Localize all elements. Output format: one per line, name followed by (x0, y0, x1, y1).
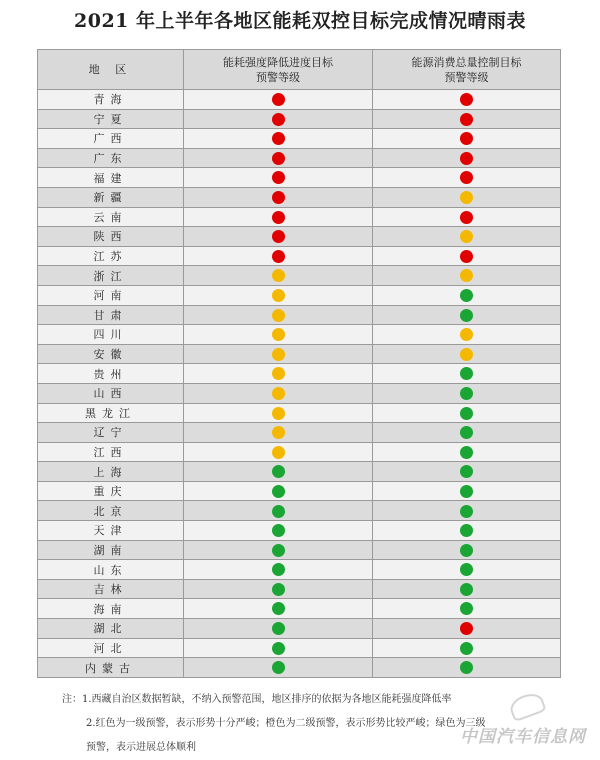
intensity-green-dot-icon (272, 661, 285, 674)
table-row (38, 619, 561, 639)
total-orange-dot-icon (460, 269, 473, 282)
intensity-green-dot-icon (272, 524, 285, 537)
total-green-dot-icon (460, 583, 473, 596)
footnote-1: 注：1.西藏自治区数据暂缺，不纳入预警范围，地区排序的依据为各地区能耗强度降低率 (62, 694, 452, 705)
region-cell (38, 481, 184, 501)
total-level-cell (373, 187, 561, 207)
total-level-cell (373, 599, 561, 619)
intensity-red-dot-icon (272, 171, 285, 184)
total-level-cell (373, 109, 561, 129)
total-green-dot-icon (460, 524, 473, 537)
total-red-dot-icon (460, 171, 473, 184)
region-name: 甘肃 (93, 308, 128, 322)
table-row (38, 364, 561, 384)
region-cell (38, 403, 184, 423)
header-total-line1: 能源消费总量控制目标 (411, 55, 522, 69)
total-green-dot-icon (460, 446, 473, 459)
region-name: 四川 (93, 328, 128, 342)
region-name: 新疆 (93, 191, 128, 205)
region-name: 贵州 (93, 367, 128, 381)
total-orange-dot-icon (460, 191, 473, 204)
total-level-cell (373, 423, 561, 443)
table-row (38, 579, 561, 599)
intensity-green-dot-icon (272, 622, 285, 635)
region-cell (38, 266, 184, 286)
table-row (38, 90, 561, 110)
intensity-level-cell (184, 540, 373, 560)
intensity-green-dot-icon (272, 602, 285, 615)
region-name: 广西 (93, 132, 128, 146)
table-row (38, 423, 561, 443)
region-cell (38, 325, 184, 345)
total-green-dot-icon (460, 602, 473, 615)
total-green-dot-icon (460, 505, 473, 518)
region-cell (38, 501, 184, 521)
region-name: 山东 (93, 563, 128, 577)
region-name: 河北 (93, 641, 128, 655)
region-cell (38, 109, 184, 129)
region-name: 云南 (93, 210, 128, 224)
intensity-level-cell (184, 521, 373, 541)
region-cell (38, 599, 184, 619)
intensity-level-cell (184, 266, 373, 286)
intensity-green-dot-icon (272, 544, 285, 557)
total-green-dot-icon (460, 465, 473, 478)
table-row (38, 462, 561, 482)
total-red-dot-icon (460, 132, 473, 145)
region-cell (38, 129, 184, 149)
table-row (38, 168, 561, 188)
intensity-red-dot-icon (272, 113, 285, 126)
total-level-cell (373, 403, 561, 423)
header-intensity-line1: 能耗强度降低进度目标 (223, 55, 333, 69)
region-cell (38, 540, 184, 560)
footnote-3: 预警，表示进展总体顺利 (86, 742, 196, 753)
total-red-dot-icon (460, 152, 473, 165)
table-row (38, 207, 561, 227)
region-name: 湖南 (93, 543, 128, 557)
total-level-cell (373, 619, 561, 639)
table-header-row (38, 50, 561, 90)
region-name: 辽宁 (93, 426, 128, 440)
table-row (38, 129, 561, 149)
region-name: 广东 (93, 152, 128, 166)
total-level-cell (373, 481, 561, 501)
total-red-dot-icon (460, 113, 473, 126)
region-cell (38, 462, 184, 482)
total-level-cell (373, 305, 561, 325)
total-green-dot-icon (460, 563, 473, 576)
table-row (38, 501, 561, 521)
intensity-level-cell (184, 364, 373, 384)
total-green-dot-icon (460, 387, 473, 400)
total-level-cell (373, 521, 561, 541)
total-level-cell (373, 285, 561, 305)
table-body (38, 90, 561, 678)
region-cell (38, 148, 184, 168)
intensity-level-cell (184, 462, 373, 482)
table-row (38, 658, 561, 678)
intensity-level-cell (184, 423, 373, 443)
region-cell (38, 423, 184, 443)
region-cell (38, 619, 184, 639)
total-level-cell (373, 344, 561, 364)
header-region: 地 区 (38, 50, 184, 90)
region-cell (38, 187, 184, 207)
total-red-dot-icon (460, 250, 473, 263)
intensity-red-dot-icon (272, 250, 285, 263)
table-row (38, 227, 561, 247)
intensity-orange-dot-icon (272, 269, 285, 282)
intensity-level-cell (184, 129, 373, 149)
region-name: 江西 (93, 445, 128, 459)
region-name: 天津 (93, 524, 128, 538)
total-green-dot-icon (460, 309, 473, 322)
intensity-level-cell (184, 285, 373, 305)
intensity-level-cell (184, 619, 373, 639)
total-red-dot-icon (460, 211, 473, 224)
intensity-orange-dot-icon (272, 387, 285, 400)
intensity-level-cell (184, 599, 373, 619)
intensity-green-dot-icon (272, 642, 285, 655)
region-cell (38, 364, 184, 384)
table-row (38, 109, 561, 129)
region-name: 山西 (93, 387, 128, 401)
intensity-level-cell (184, 560, 373, 580)
intensity-orange-dot-icon (272, 426, 285, 439)
intensity-level-cell (184, 658, 373, 678)
region-name: 青海 (93, 93, 128, 107)
total-level-cell (373, 658, 561, 678)
total-level-cell (373, 540, 561, 560)
region-name: 福建 (93, 171, 128, 185)
total-level-cell (373, 148, 561, 168)
header-total-line2: 预警等级 (444, 70, 489, 84)
total-green-dot-icon (460, 544, 473, 557)
total-green-dot-icon (460, 485, 473, 498)
region-cell (38, 658, 184, 678)
table-row (38, 403, 561, 423)
table-row (38, 187, 561, 207)
warning-table (37, 49, 561, 678)
table-row (38, 148, 561, 168)
intensity-red-dot-icon (272, 93, 285, 106)
table-row (38, 599, 561, 619)
table-row (38, 638, 561, 658)
intensity-level-cell (184, 90, 373, 110)
intensity-orange-dot-icon (272, 328, 285, 341)
region-cell (38, 344, 184, 364)
intensity-level-cell (184, 442, 373, 462)
total-level-cell (373, 364, 561, 384)
total-green-dot-icon (460, 407, 473, 420)
total-level-cell (373, 560, 561, 580)
intensity-level-cell (184, 501, 373, 521)
region-name: 吉林 (93, 583, 128, 597)
intensity-orange-dot-icon (272, 289, 285, 302)
total-level-cell (373, 90, 561, 110)
intensity-level-cell (184, 481, 373, 501)
region-name: 陕西 (93, 230, 128, 244)
intensity-level-cell (184, 246, 373, 266)
region-name: 宁夏 (93, 112, 128, 126)
table-row (38, 344, 561, 364)
total-level-cell (373, 383, 561, 403)
total-green-dot-icon (460, 367, 473, 380)
region-cell (38, 305, 184, 325)
page-title: 2021 年上半年各地区能耗双控目标完成情况晴雨表 (74, 10, 526, 32)
total-green-dot-icon (460, 426, 473, 439)
total-level-cell (373, 325, 561, 345)
region-name: 海南 (93, 602, 128, 616)
total-level-cell (373, 207, 561, 227)
total-green-dot-icon (460, 661, 473, 674)
intensity-level-cell (184, 227, 373, 247)
intensity-green-dot-icon (272, 465, 285, 478)
total-level-cell (373, 227, 561, 247)
intensity-orange-dot-icon (272, 309, 285, 322)
intensity-green-dot-icon (272, 505, 285, 518)
intensity-orange-dot-icon (272, 348, 285, 361)
region-cell (38, 207, 184, 227)
total-level-cell (373, 246, 561, 266)
intensity-level-cell (184, 579, 373, 599)
total-level-cell (373, 442, 561, 462)
region-name: 江苏 (93, 250, 128, 264)
intensity-green-dot-icon (272, 583, 285, 596)
intensity-red-dot-icon (272, 152, 285, 165)
table-row (38, 521, 561, 541)
intensity-orange-dot-icon (272, 407, 285, 420)
table-row (38, 285, 561, 305)
header-total (373, 50, 561, 90)
region-name: 重庆 (93, 485, 128, 499)
total-level-cell (373, 266, 561, 286)
region-cell (38, 521, 184, 541)
region-name: 浙江 (93, 269, 128, 283)
table-row (38, 266, 561, 286)
footnote-2: 2.红色为一级预警，表示形势十分严峻；橙色为二级预警，表示形势比较严峻；绿色为三级 (86, 718, 486, 729)
intensity-level-cell (184, 638, 373, 658)
intensity-level-cell (184, 325, 373, 345)
region-cell (38, 638, 184, 658)
intensity-red-dot-icon (272, 191, 285, 204)
intensity-green-dot-icon (272, 563, 285, 576)
intensity-level-cell (184, 168, 373, 188)
intensity-level-cell (184, 305, 373, 325)
header-intensity-line2: 预警等级 (256, 70, 300, 84)
intensity-level-cell (184, 344, 373, 364)
intensity-red-dot-icon (272, 230, 285, 243)
table-row (38, 540, 561, 560)
total-orange-dot-icon (460, 328, 473, 341)
region-cell (38, 383, 184, 403)
total-red-dot-icon (460, 93, 473, 106)
intensity-orange-dot-icon (272, 446, 285, 459)
table-row (38, 325, 561, 345)
intensity-level-cell (184, 187, 373, 207)
table-row (38, 383, 561, 403)
region-name: 上海 (93, 465, 128, 479)
watermark: 中国汽车信息网 (460, 727, 586, 747)
total-level-cell (373, 501, 561, 521)
region-cell (38, 442, 184, 462)
intensity-red-dot-icon (272, 132, 285, 145)
intensity-red-dot-icon (272, 211, 285, 224)
total-level-cell (373, 168, 561, 188)
region-cell (38, 579, 184, 599)
region-name: 内蒙古 (85, 661, 136, 675)
total-level-cell (373, 462, 561, 482)
intensity-level-cell (184, 383, 373, 403)
intensity-level-cell (184, 207, 373, 227)
total-green-dot-icon (460, 289, 473, 302)
intensity-green-dot-icon (272, 485, 285, 498)
table-row (38, 305, 561, 325)
region-cell (38, 227, 184, 247)
region-name: 河南 (93, 289, 128, 303)
region-name: 湖北 (93, 622, 128, 636)
region-cell (38, 246, 184, 266)
region-name: 安徽 (93, 348, 128, 362)
header-intensity (184, 50, 373, 90)
intensity-level-cell (184, 109, 373, 129)
table-row (38, 560, 561, 580)
region-cell (38, 90, 184, 110)
region-cell (38, 168, 184, 188)
total-level-cell (373, 638, 561, 658)
intensity-orange-dot-icon (272, 367, 285, 380)
total-level-cell (373, 579, 561, 599)
region-cell (38, 285, 184, 305)
total-level-cell (373, 129, 561, 149)
table-row (38, 481, 561, 501)
total-green-dot-icon (460, 642, 473, 655)
region-cell (38, 560, 184, 580)
table-row (38, 442, 561, 462)
table-row (38, 246, 561, 266)
intensity-level-cell (184, 148, 373, 168)
total-orange-dot-icon (460, 230, 473, 243)
region-name: 黑龙江 (85, 406, 136, 420)
total-red-dot-icon (460, 622, 473, 635)
total-orange-dot-icon (460, 348, 473, 361)
region-name: 北京 (93, 504, 128, 518)
intensity-level-cell (184, 403, 373, 423)
